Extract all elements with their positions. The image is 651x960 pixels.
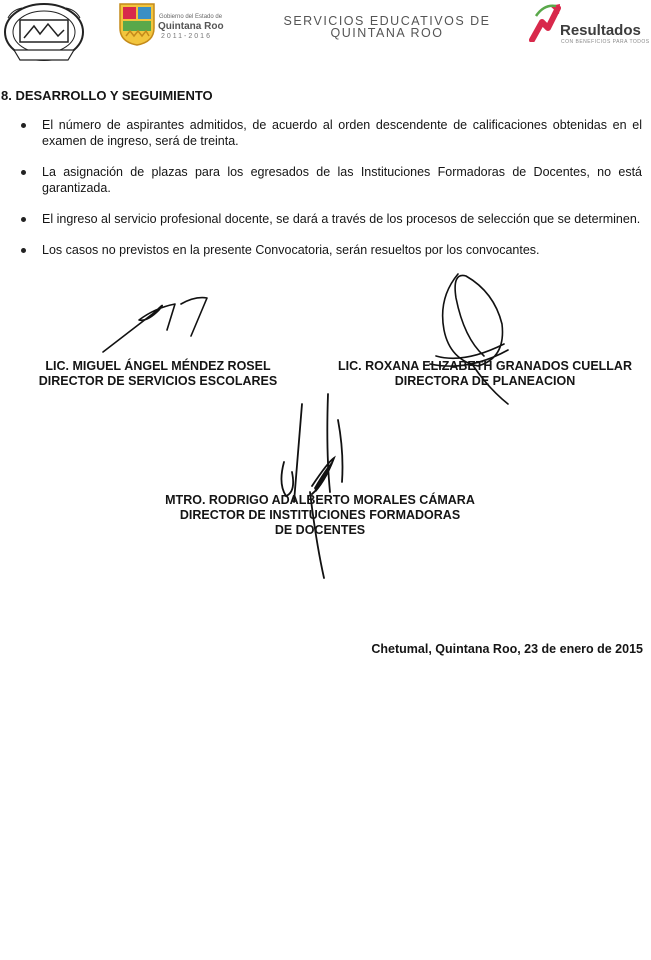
header-title xyxy=(262,15,512,39)
list-item xyxy=(0,117,651,149)
signature-block-left xyxy=(20,359,296,389)
bullet-text: El ingreso al servicio profesional docente, se dará a través de los procesos de selección que se determinen. xyxy=(42,212,641,226)
seep-logo xyxy=(2,2,86,64)
government-line: Gobierno del Estado de xyxy=(159,14,223,20)
bullet-list xyxy=(0,117,651,273)
list-item xyxy=(0,242,651,258)
government-period: 2011-2016 xyxy=(161,33,212,40)
header-title-line-2: QUINTANA ROO xyxy=(330,26,444,40)
resultados-arrow-icon xyxy=(528,2,564,42)
place-and-date: Chetumal, Quintana Roo, 23 de enero de 2015 xyxy=(371,642,643,656)
signer-name: MTRO. RODRIGO ADALBERTO MORALES CÁMARA xyxy=(165,493,475,507)
signer-title: DIRECTORA DE PLANEACION xyxy=(394,374,576,388)
list-item xyxy=(0,211,651,227)
signer-title-line-2: DE DOCENTES xyxy=(274,523,366,537)
list-item xyxy=(0,164,651,196)
header-title-line-1: SERVICIOS EDUCATIVOS DE xyxy=(283,14,491,28)
signature-block-center xyxy=(150,493,490,538)
bullet-icon xyxy=(21,123,26,128)
resultados-tagline: CON BENEFICIOS PARA TODOS xyxy=(561,39,650,45)
quintana-roo-logo xyxy=(118,2,238,46)
bullet-text: La asignación de plazas para los egresados de las Instituciones Formadoras de Docentes, no está garantizada. xyxy=(42,165,642,195)
state-name: Quintana Roo xyxy=(158,21,224,32)
signer-title: DIRECTOR DE SERVICIOS ESCOLARES xyxy=(38,374,278,388)
bullet-icon xyxy=(21,170,26,175)
resultados-logo xyxy=(528,2,651,46)
resultados-word: Resultados xyxy=(560,22,641,39)
section-heading: 8. DESARROLLO Y SEGUIMIENTO xyxy=(1,88,213,103)
seep-emblem-icon xyxy=(2,2,86,64)
bullet-icon xyxy=(21,248,26,253)
signature-left-drawing xyxy=(95,290,225,360)
signature-block-right xyxy=(320,359,650,389)
bullet-icon xyxy=(21,217,26,222)
bullet-text: El número de aspirantes admitidos, de acuerdo al orden descendente de calificaciones obtenidas en el examen de ingreso, será de treinta. xyxy=(42,118,642,148)
signature-center-drawing xyxy=(272,392,352,582)
signer-title-line-1: DIRECTOR DE INSTITUCIONES FORMADORAS xyxy=(179,508,461,522)
bullet-text: Los casos no previstos en la presente Convocatoria, serán resueltos por los convocantes. xyxy=(42,243,540,257)
signer-name: LIC. MIGUEL ÁNGEL MÉNDEZ ROSEL xyxy=(45,359,271,373)
signer-name: LIC. ROXANA ELIZABETH GRANADOS CUELLAR xyxy=(338,359,632,373)
quintana-roo-crest-icon xyxy=(118,2,156,46)
